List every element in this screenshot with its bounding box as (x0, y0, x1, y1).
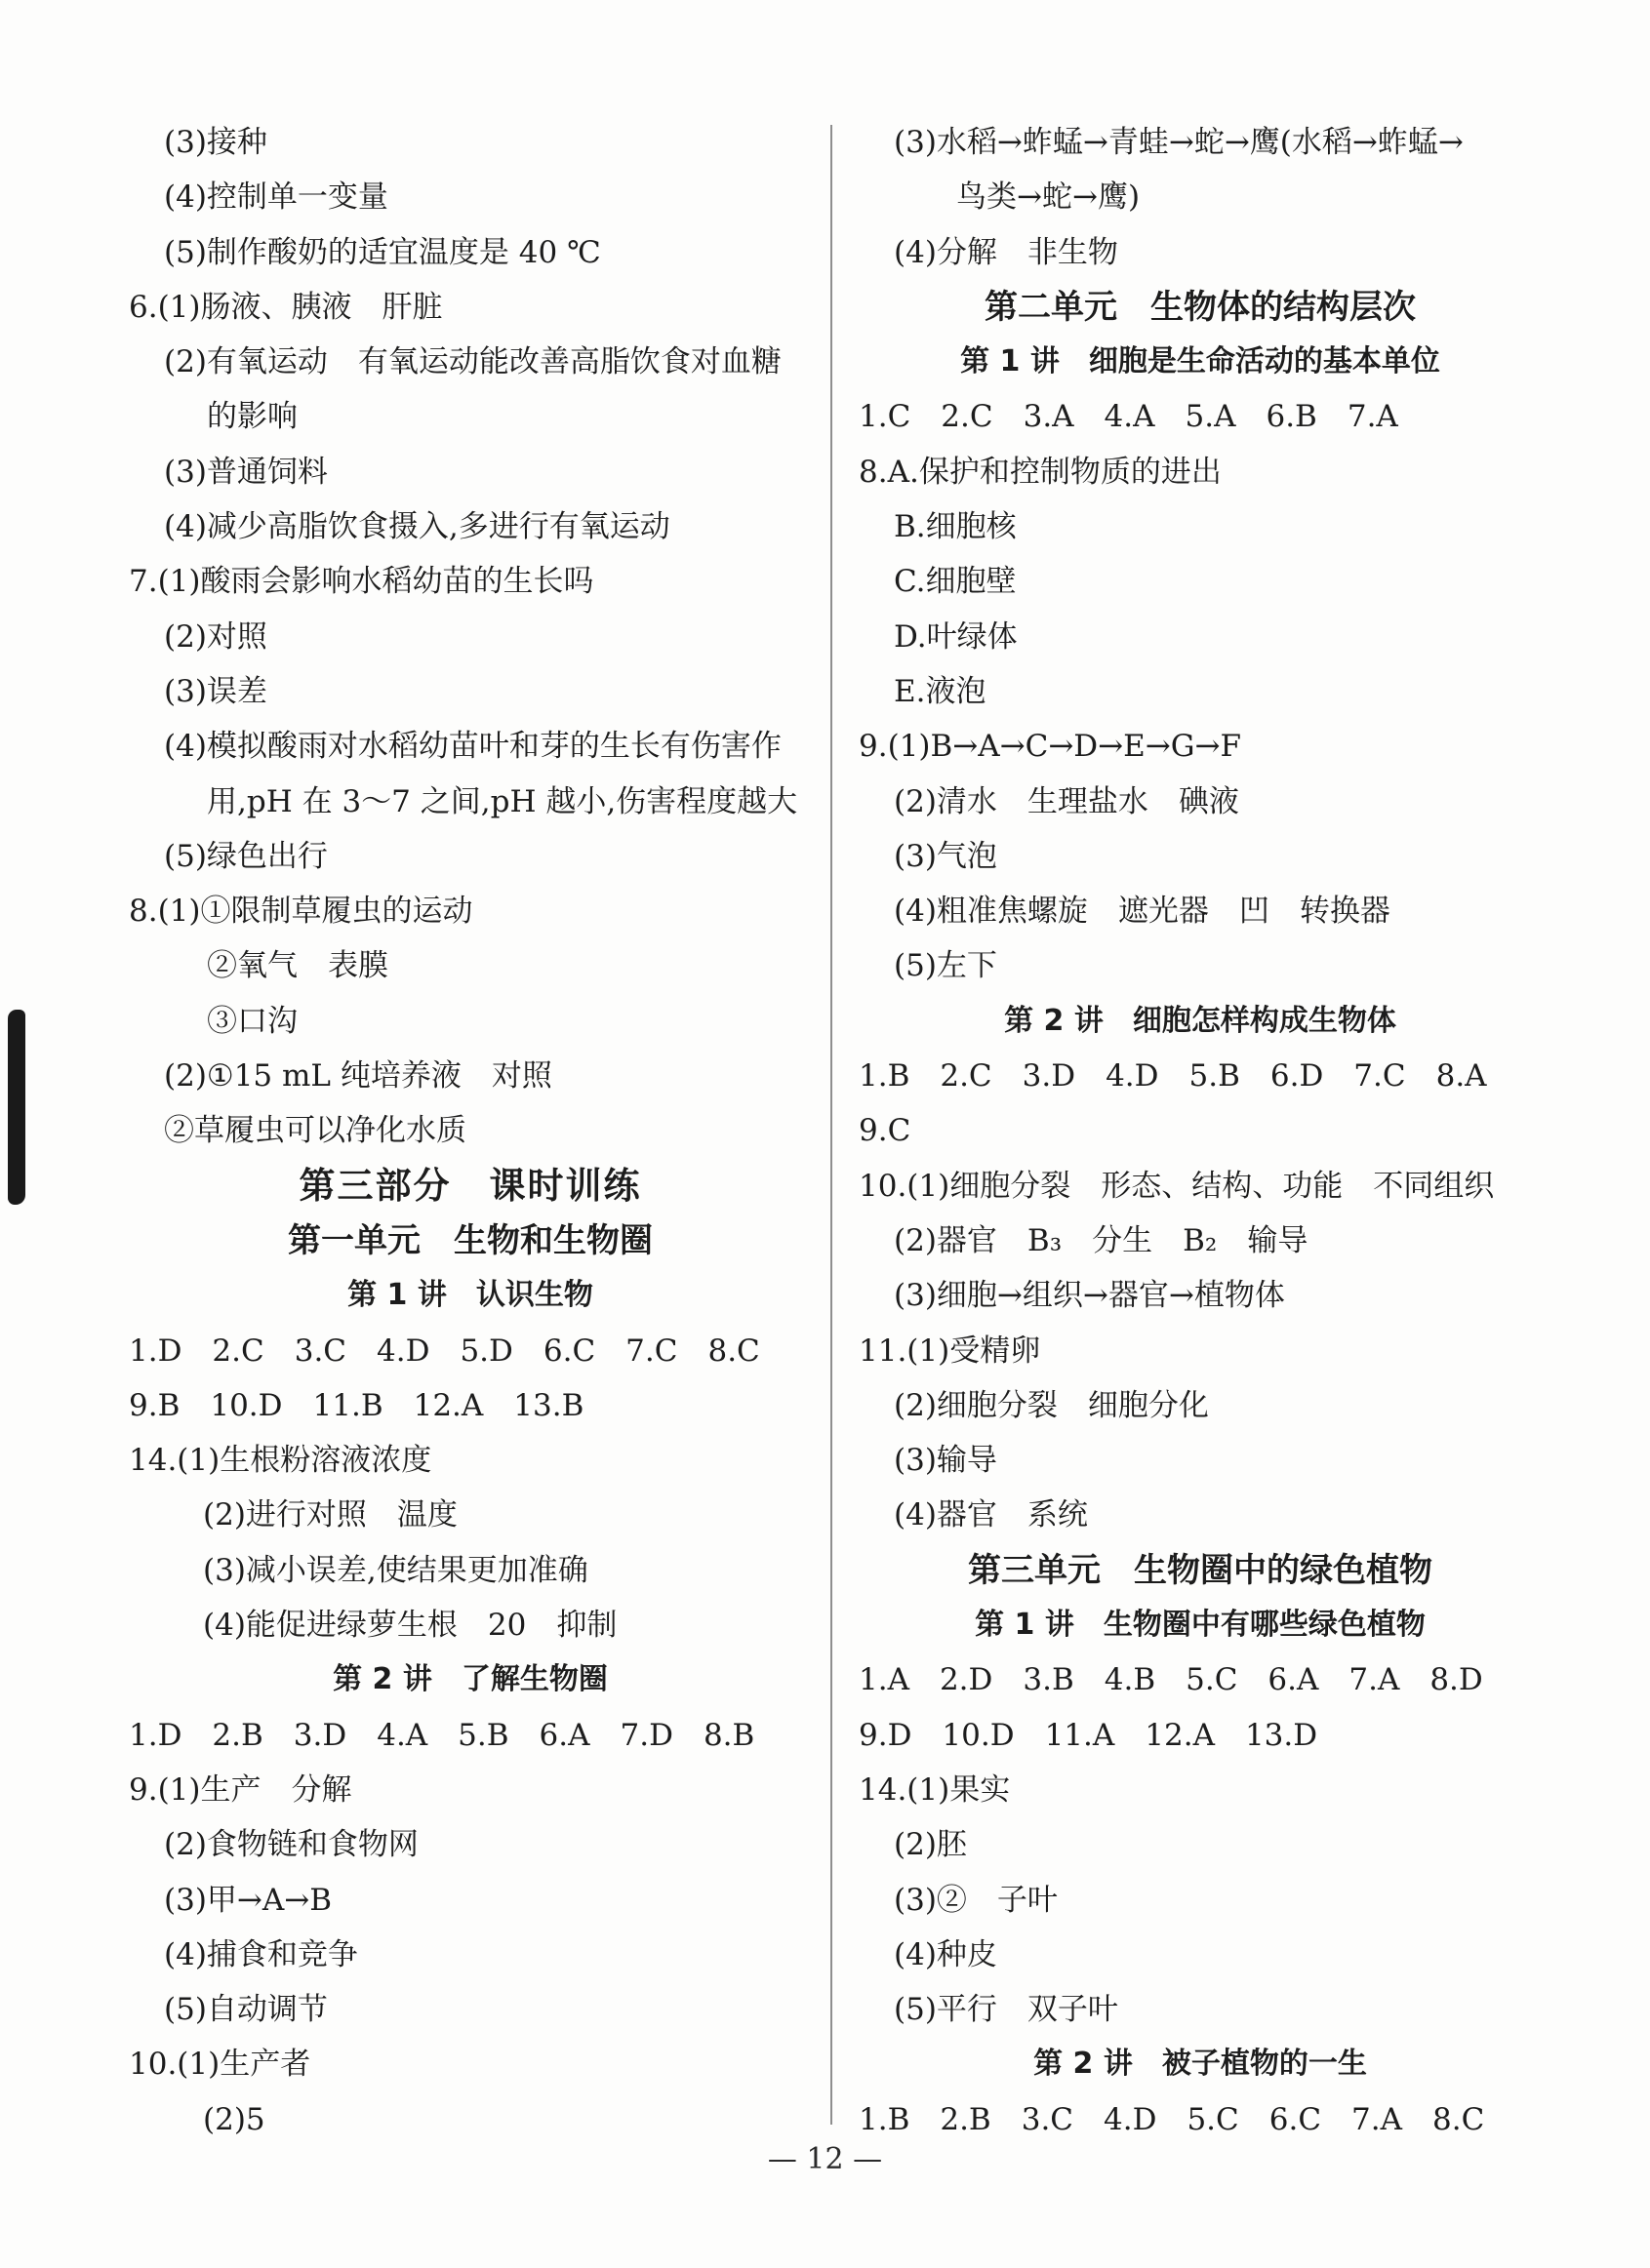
answer-line: 用,pH 在 3～7 之间,pH 越小,伤害程度越大 (207, 783, 798, 819)
unit-heading: 第一单元 生物和生物圈 (288, 1220, 653, 1260)
answer-line: (3)普通饲料 (164, 454, 328, 490)
answer-line: (2)细胞分裂 细胞分化 (894, 1387, 1209, 1423)
answer-line: (4)器官 系统 (894, 1497, 1088, 1533)
answer-line: 9.B 10.D 11.B 12.A 13.B (129, 1387, 584, 1423)
answer-line: 10.(1)生产者 (129, 2047, 311, 2083)
column-divider (830, 125, 832, 2125)
answer-line: (2)食物链和食物网 (164, 1827, 419, 1863)
answer-line: (3)误差 (164, 673, 267, 709)
answer-line: 9.(1)生产 分解 (129, 1771, 352, 1808)
unit-heading: 第三单元 生物圈中的绿色植物 (968, 1550, 1432, 1590)
answer-line: (5)自动调节 (164, 1992, 328, 2028)
lecture-heading: 第 2 讲 了解生物圈 (333, 1662, 608, 1697)
answer-line: D.叶绿体 (894, 618, 1018, 655)
answer-line: (2)对照 (164, 618, 267, 655)
answer-line: 的影响 (207, 399, 298, 435)
answer-line: (5)平行 双子叶 (894, 1992, 1118, 2028)
answer-line: 1.B 2.B 3.C 4.D 5.C 6.C 7.A 8.C (859, 2101, 1485, 2137)
answer-line: E.液泡 (894, 673, 986, 709)
answer-line: (3)② 子叶 (894, 1882, 1058, 1918)
lecture-heading: 第 2 讲 细胞怎样构成生物体 (1004, 1003, 1396, 1038)
unit-heading: 第二单元 生物体的结构层次 (985, 287, 1416, 327)
lecture-heading: 第 1 讲 认识生物 (347, 1278, 593, 1313)
answer-line: (2)①15 mL 纯培养液 对照 (164, 1058, 552, 1094)
answer-line: (5)左下 (894, 948, 997, 984)
answer-line: 1.A 2.D 3.B 4.B 5.C 6.A 7.A 8.D (859, 1662, 1483, 1698)
answer-line: (4)控制单一变量 (164, 179, 388, 216)
answer-line: (5)制作酸奶的适宜温度是 40 ℃ (164, 234, 601, 270)
answer-line: 11.(1)受精卵 (859, 1333, 1041, 1369)
lecture-heading: 第 1 讲 细胞是生命活动的基本单位 (960, 344, 1440, 379)
answer-line: 6.(1)肠液、胰液 肝脏 (129, 289, 443, 325)
answer-line: 10.(1)细胞分裂 形态、结构、功能 不同组织 (859, 1168, 1495, 1204)
answer-line: B.细胞核 (894, 509, 1017, 545)
answer-line: 鸟类→蛇→鹰) (956, 179, 1141, 216)
answer-line: 9.D 10.D 11.A 12.A 13.D (859, 1717, 1318, 1753)
answer-line: ②氧气 表膜 (207, 948, 388, 984)
answer-line: (4)种皮 (894, 1936, 997, 1972)
answer-line: 1.D 2.C 3.C 4.D 5.D 6.C 7.C 8.C (129, 1333, 760, 1369)
answer-line: 1.B 2.C 3.D 4.D 5.B 6.D 7.C 8.A (859, 1058, 1487, 1094)
answer-line: ③口沟 (207, 1003, 298, 1039)
answer-line: (4)捕食和竞争 (164, 1936, 358, 1972)
answer-line: 1.D 2.B 3.D 4.A 5.B 6.A 7.D 8.B (129, 1717, 755, 1753)
answer-line: 14.(1)生根粉溶液浓度 (129, 1443, 432, 1479)
page-number: — 12 — (767, 2142, 883, 2176)
answer-line: (3)水稻→蚱蜢→青蛙→蛇→鹰(水稻→蚱蜢→ (894, 125, 1464, 160)
answer-line: (2)胚 (894, 1827, 967, 1863)
answer-line: (3)输导 (894, 1443, 997, 1479)
right-column (859, 115, 1542, 2147)
answer-line: 8.A.保护和控制物质的进出 (859, 454, 1222, 490)
answer-line: (2)有氧运动 有氧运动能改善高脂饮食对血糖 (164, 344, 782, 380)
answer-line: (2)进行对照 温度 (203, 1497, 458, 1533)
answer-line: 9.C (859, 1113, 911, 1149)
answer-line: (3)细胞→组织→器官→植物体 (894, 1278, 1285, 1314)
answer-line: (4)模拟酸雨对水稻幼苗叶和芽的生长有伤害作 (164, 729, 782, 765)
answer-line: (4)能促进绿萝生根 20 抑制 (203, 1608, 618, 1644)
answer-line: (4)粗准焦螺旋 遮光器 凹 转换器 (894, 894, 1390, 930)
answer-line: ②草履虫可以净化水质 (164, 1113, 466, 1149)
answer-line: (3)甲→A→B (164, 1882, 333, 1918)
answer-line: 14.(1)果实 (859, 1771, 1011, 1808)
answer-line: (3)接种 (164, 125, 267, 160)
part-heading: 第三部分 课时训练 (299, 1164, 642, 1207)
answer-line: (5)绿色出行 (164, 838, 328, 874)
answer-line: (2)器官 B₃ 分生 B₂ 输导 (894, 1222, 1308, 1258)
answer-line: (3)减小误差,使结果更加准确 (203, 1552, 588, 1588)
answer-line: (2)清水 生理盐水 碘液 (894, 783, 1239, 819)
answer-line: (3)气泡 (894, 838, 997, 874)
answer-line: 7.(1)酸雨会影响水稻幼苗的生长吗 (129, 564, 594, 600)
answer-line: C.细胞壁 (894, 564, 1017, 600)
answer-line: (4)减少高脂饮食摄入,多进行有氧运动 (164, 509, 670, 545)
left-column (129, 115, 812, 2147)
lecture-heading: 第 1 讲 生物圈中有哪些绿色植物 (975, 1608, 1426, 1643)
answer-line: (4)分解 非生物 (894, 234, 1118, 270)
answer-line: 1.C 2.C 3.A 4.A 5.A 6.B 7.A (859, 399, 1398, 435)
lecture-heading: 第 2 讲 被子植物的一生 (1033, 2047, 1367, 2082)
answer-line: 8.(1)①限制草履虫的运动 (129, 894, 473, 930)
scan-margin-mark (8, 1010, 25, 1205)
answer-line: (2)5 (203, 2101, 265, 2137)
answer-line: 9.(1)B→A→C→D→E→G→F (859, 729, 1241, 765)
